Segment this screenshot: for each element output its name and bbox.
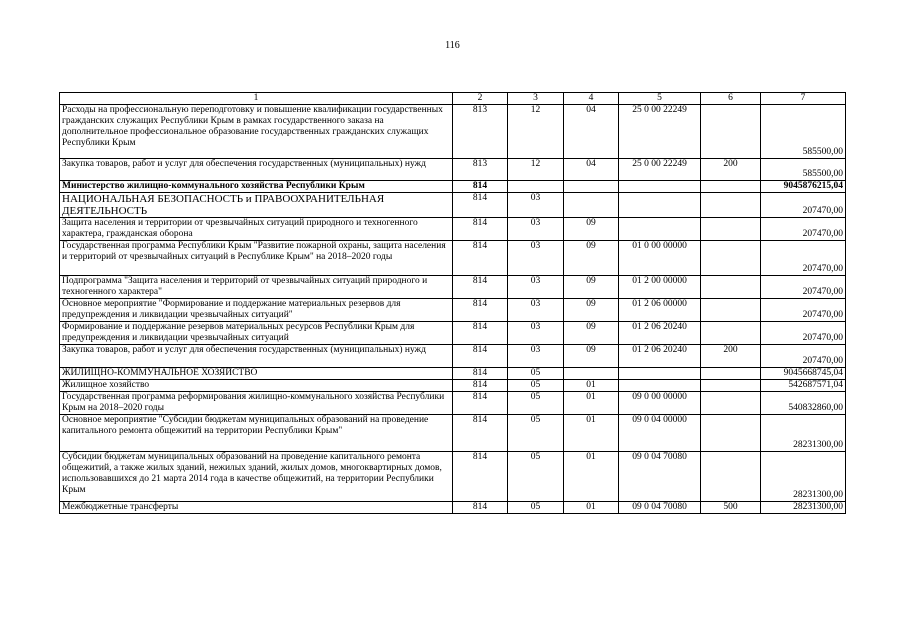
table-row — [60, 368, 846, 380]
row-subsection-cell: 09 — [564, 241, 619, 276]
row-target-cell — [619, 193, 701, 218]
row-name-cell: Государственная программа реформирования жилищно-коммунального хозяйства Республики Крым на 2018–2020 годы — [60, 392, 453, 415]
row-section-cell: 03 — [508, 218, 564, 241]
row-code-cell: 814 — [453, 181, 508, 193]
row-type-cell: 500 — [701, 502, 761, 514]
row-target-cell: 01 0 00 00000 — [619, 241, 701, 276]
row-target-cell — [619, 380, 701, 392]
row-amount-cell: 585500,00 — [761, 105, 846, 159]
row-target-cell — [619, 368, 701, 380]
table-row — [60, 345, 846, 368]
row-amount-cell: 28231300,00 — [761, 415, 846, 452]
row-type-cell — [701, 299, 761, 322]
row-subsection-cell — [564, 368, 619, 380]
row-section-cell: 05 — [508, 502, 564, 514]
row-type-cell — [701, 368, 761, 380]
table-row — [60, 241, 846, 276]
row-section-cell: 05 — [508, 380, 564, 392]
row-section-cell: 05 — [508, 392, 564, 415]
row-name-cell: Межбюджетные трансферты — [60, 502, 453, 514]
row-target-cell: 01 2 06 00000 — [619, 299, 701, 322]
row-subsection-cell: 01 — [564, 392, 619, 415]
row-target-cell: 09 0 00 00000 — [619, 392, 701, 415]
row-name-cell: Основное мероприятие "Субсидии бюджетам муниципальных образований на проведение капитального ремонта общежитий на территории Республики Крым" — [60, 415, 453, 452]
table-row — [60, 276, 846, 299]
row-amount-cell: 540832860,00 — [761, 392, 846, 415]
row-name-cell: Формирование и поддержание резервов материальных ресурсов Республики Крым для предупреждения и ликвидации чрезвычайных ситуаций — [60, 322, 453, 345]
row-amount-cell: 585500,00 — [761, 159, 846, 181]
row-section-cell: 05 — [508, 452, 564, 502]
row-subsection-cell: 01 — [564, 452, 619, 502]
page-number: 116 — [445, 40, 460, 51]
table-row — [60, 105, 846, 159]
row-type-cell: 200 — [701, 159, 761, 181]
row-subsection-cell: 01 — [564, 380, 619, 392]
table-row — [60, 502, 846, 514]
row-code-cell: 813 — [453, 105, 508, 159]
budget-table — [59, 92, 846, 514]
row-subsection-cell: 09 — [564, 276, 619, 299]
row-type-cell — [701, 452, 761, 502]
row-amount-cell: 9045876215,04 — [761, 181, 846, 193]
row-target-cell: 09 0 04 70080 — [619, 452, 701, 502]
row-type-cell — [701, 276, 761, 299]
header-cell: 6 — [701, 93, 761, 105]
row-amount-cell: 28231300,00 — [761, 502, 846, 514]
row-name-cell: Защита населения и территории от чрезвычайных ситуаций природного и техногенного характера, гражданская оборона — [60, 218, 453, 241]
table-row — [60, 218, 846, 241]
row-section-cell: 03 — [508, 345, 564, 368]
row-name-cell: НАЦИОНАЛЬНАЯ БЕЗОПАСНОСТЬ и ПРАВООХРАНИТЕЛЬНАЯ ДЕЯТЕЛЬНОСТЬ — [60, 193, 453, 218]
row-code-cell: 814 — [453, 415, 508, 452]
row-section-cell — [508, 181, 564, 193]
row-code-cell: 814 — [453, 322, 508, 345]
row-target-cell: 25 0 00 22249 — [619, 159, 701, 181]
row-code-cell: 814 — [453, 193, 508, 218]
table-row — [60, 380, 846, 392]
row-name-cell: Подпрограмма "Защита населения и территорий от чрезвычайных ситуаций природного и техногенного характера" — [60, 276, 453, 299]
row-amount-cell: 9045668745,04 — [761, 368, 846, 380]
header-cell: 4 — [564, 93, 619, 105]
table-row — [60, 322, 846, 345]
row-section-cell: 03 — [508, 322, 564, 345]
header-cell: 1 — [60, 93, 453, 105]
row-amount-cell: 28231300,00 — [761, 452, 846, 502]
row-type-cell — [701, 415, 761, 452]
table-row — [60, 299, 846, 322]
table-row — [60, 415, 846, 452]
row-type-cell — [701, 181, 761, 193]
table-row — [60, 392, 846, 415]
row-amount-cell: 207470,00 — [761, 241, 846, 276]
row-code-cell: 814 — [453, 368, 508, 380]
row-amount-cell: 207470,00 — [761, 193, 846, 218]
row-type-cell — [701, 392, 761, 415]
row-subsection-cell: 04 — [564, 105, 619, 159]
row-subsection-cell: 09 — [564, 299, 619, 322]
row-code-cell: 814 — [453, 218, 508, 241]
row-section-cell: 03 — [508, 276, 564, 299]
row-section-cell: 03 — [508, 299, 564, 322]
row-amount-cell: 207470,00 — [761, 299, 846, 322]
row-subsection-cell: 09 — [564, 345, 619, 368]
row-section-cell: 12 — [508, 159, 564, 181]
row-name-cell: Закупка товаров, работ и услуг для обеспечения государственных (муниципальных) нужд — [60, 345, 453, 368]
header-cell: 7 — [761, 93, 846, 105]
row-section-cell: 05 — [508, 368, 564, 380]
table-row — [60, 159, 846, 181]
row-target-cell — [619, 218, 701, 241]
table-row — [60, 452, 846, 502]
row-amount-cell: 207470,00 — [761, 345, 846, 368]
row-target-cell: 09 0 04 70080 — [619, 502, 701, 514]
row-target-cell: 09 0 04 00000 — [619, 415, 701, 452]
row-type-cell — [701, 322, 761, 345]
row-name-cell: Основное мероприятие "Формирование и поддержание материальных резервов для предупреждения и ликвидации чрезвычайных ситуаций" — [60, 299, 453, 322]
row-type-cell — [701, 193, 761, 218]
row-section-cell: 12 — [508, 105, 564, 159]
header-cell: 5 — [619, 93, 701, 105]
row-type-cell: 200 — [701, 345, 761, 368]
header-cell: 2 — [453, 93, 508, 105]
row-name-cell: ЖИЛИЩНО-КОММУНАЛЬНОЕ ХОЗЯЙСТВО — [60, 368, 453, 380]
header-cell: 3 — [508, 93, 564, 105]
row-section-cell: 05 — [508, 415, 564, 452]
row-type-cell — [701, 105, 761, 159]
row-name-cell: Жилищное хозяйство — [60, 380, 453, 392]
row-amount-cell: 207470,00 — [761, 276, 846, 299]
row-code-cell: 814 — [453, 392, 508, 415]
row-code-cell: 814 — [453, 276, 508, 299]
row-target-cell: 01 2 06 20240 — [619, 345, 701, 368]
row-subsection-cell: 09 — [564, 322, 619, 345]
row-code-cell: 814 — [453, 452, 508, 502]
table-row — [60, 193, 846, 218]
row-name-cell: Государственная программа Республики Крым "Развитие пожарной охраны, защита населения и территорий от чрезвычайных ситуаций в Республике Крым" на 2018–2020 годы — [60, 241, 453, 276]
row-amount-cell: 207470,00 — [761, 322, 846, 345]
row-code-cell: 814 — [453, 345, 508, 368]
row-subsection-cell — [564, 181, 619, 193]
row-section-cell: 03 — [508, 193, 564, 218]
row-subsection-cell: 01 — [564, 415, 619, 452]
row-code-cell: 814 — [453, 299, 508, 322]
row-subsection-cell: 04 — [564, 159, 619, 181]
row-name-cell: Субсидии бюджетам муниципальных образований на проведение капитального ремонта общежитий, а также жилых зданий, нежилых зданий, жилых домов, многоквартирных домов, использовавшихся до 21 марта 2014 года в качестве общежитий, на территории Республики Крым — [60, 452, 453, 502]
row-target-cell: 25 0 00 22249 — [619, 105, 701, 159]
row-name-cell: Расходы на профессиональную переподготовку и повышение квалификации государственных гражданских служащих Республики Крым в рамках государственного заказа на дополнительное профессиональное образование государственных гражданских служащих Республики Крым — [60, 105, 453, 159]
row-target-cell: 01 2 00 00000 — [619, 276, 701, 299]
row-type-cell — [701, 380, 761, 392]
row-subsection-cell — [564, 193, 619, 218]
table-header-row — [60, 93, 846, 105]
row-section-cell: 03 — [508, 241, 564, 276]
row-code-cell: 814 — [453, 380, 508, 392]
row-amount-cell: 207470,00 — [761, 218, 846, 241]
row-type-cell — [701, 218, 761, 241]
row-code-cell: 814 — [453, 502, 508, 514]
row-type-cell — [701, 241, 761, 276]
row-target-cell: 01 2 06 20240 — [619, 322, 701, 345]
row-code-cell: 814 — [453, 241, 508, 276]
table-row — [60, 181, 846, 193]
row-subsection-cell: 01 — [564, 502, 619, 514]
row-amount-cell: 542687571,04 — [761, 380, 846, 392]
row-subsection-cell: 09 — [564, 218, 619, 241]
row-name-cell: Закупка товаров, работ и услуг для обеспечения государственных (муниципальных) нужд — [60, 159, 453, 181]
row-name-cell: Министерство жилищно-коммунального хозяйства Республики Крым — [60, 181, 453, 193]
row-code-cell: 813 — [453, 159, 508, 181]
row-target-cell — [619, 181, 701, 193]
